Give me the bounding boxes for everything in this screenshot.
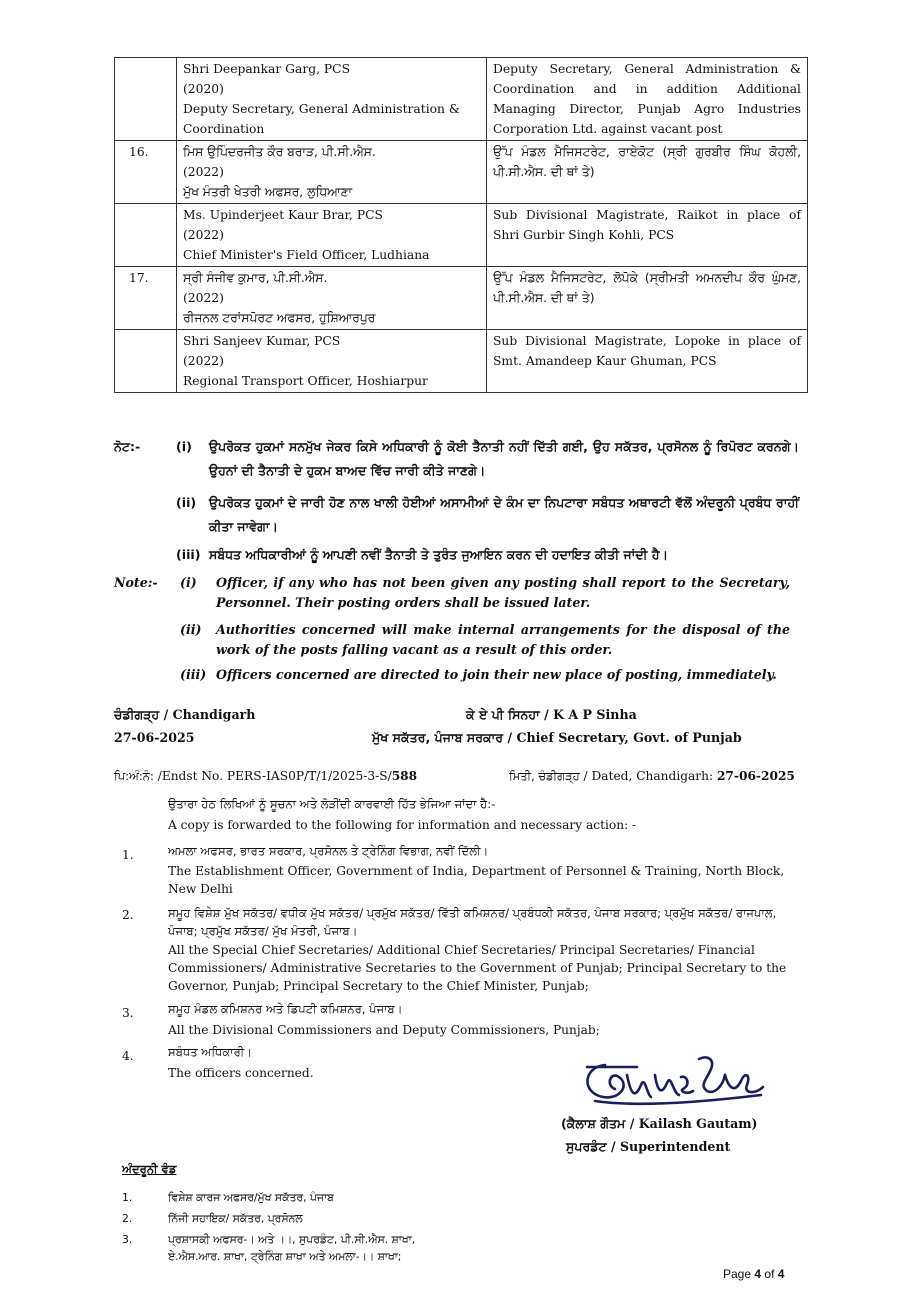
officer-line: ਸ੍ਰੀ ਸੰਜੀਵ ਕੁਮਾਰ, ਪੀ.ਸੀ.ਐਸ. <box>183 271 328 285</box>
internal-distribution-title: ਅੰਦਰੂਨੀ ਵੰਡ <box>122 1162 177 1176</box>
recipient-en-2: All the Special Chief Secretaries/ Additional Chief Secretaries/ Principal Secretaries/ Financial Commissioners/ Administrative Secretaries to the Government of Punjab; Principal Secretary to the Governor, Punjab; Principal Secretary to the Chief Minister, Punjab; <box>168 943 787 993</box>
superintendent-designation: ਸੁਪਰਡੰਟ / Superintendent <box>566 1139 731 1154</box>
recipient-num-2: 2. <box>122 908 134 922</box>
note-en-text-3: Officers concerned are directed to join their new place of posting, immediately. <box>216 667 777 682</box>
forward-pa: ਉਤਾਰਾ ਹੇਠ ਲਿਖਿਆਂ ਨੂੰ ਸੂਚਨਾ ਅਤੇ ਲੋੜੀਂਦੀ ਕਾਰਵਾਈ ਹਿੱਤ ਭੇਜਿਆ ਜਾਂਦਾ ਹੈ:- <box>168 797 496 811</box>
serial-number-cell <box>115 58 177 141</box>
recipient-pa-2: ਸਮੂਹ ਵਿਸ਼ੇਸ਼ ਮੁੱਖ ਸਕੱਤਰ/ ਵਧੀਕ ਮੁੱਖ ਸਕੱਤਰ/ ਪ੍ਰਮੁੱਖ ਸਕੱਤਰ/ ਵਿੱਤੀ ਕਮਿਸ਼ਨਰ/ ਪ੍ਰਬੰਧਕੀ ਸਕੱਤਰ, ਪੰਜਾਬ ਸਰਕਾਰ; ਪ੍ਰਮੁੱਖ ਸਕੱਤਰ/ ਰਾਜਪਾਲ, ਪੰਜਾਬ; ਪ੍ਰਮੁੱਖ ਸਕੱਤਰ/ ਮੁੱਖ ਮੰਤਰੀ, ਪੰਜਾਬ। <box>168 906 777 938</box>
internal-item-2: ਨਿੱਜੀ ਸਹਾਇਕ/ ਸਕੱਤਰ, ਪ੍ਰਸੋਨਲ <box>168 1212 303 1225</box>
table-row <box>115 58 808 141</box>
officer-line: ਮਿਸ ਉਪਿੰਦਰਜੀਤ ਕੌਰ ਬਰਾੜ, ਪੀ.ਸੀ.ਐਸ. <box>183 145 376 159</box>
table-row <box>115 267 808 330</box>
place: ਚੰਡੀਗੜ੍ਹ / Chandigarh <box>114 707 256 722</box>
officer-line: Deputy Secretary, General Administration & Coordination <box>183 102 460 136</box>
officer-line: Ms. Upinderjeet Kaur Brar, PCS <box>183 208 383 222</box>
recipient-en-1: The Establishment Officer, Government of India, Department of Personnel & Training, North Block, New Delhi <box>168 864 785 896</box>
officer-line: Shri Deepankar Garg, PCS <box>183 62 350 76</box>
recipient-num-4: 4. <box>122 1049 134 1063</box>
posting-line: Sub Divisional Magistrate, Raikot in place of Shri Gurbir Singh Kohli, PCS <box>493 208 801 242</box>
table-row <box>115 330 808 393</box>
endorsement-date: ਮਿਤੀ, ਚੰਡੀਗੜ੍ਹ / Dated, Chandigarh: 27-06-2025 <box>509 769 795 783</box>
officer-line: (2022) <box>183 165 224 179</box>
posting-table <box>114 57 808 393</box>
endorsement-number: ਪਿ:ਅੰ:ਨੰ: /Endst No. PERS-IAS0P/T/1/2025-3-S/588 <box>114 769 418 783</box>
note-pa-num-2: (ii) <box>176 495 197 510</box>
officer-line: (2022) <box>183 228 224 242</box>
order-date: 27-06-2025 <box>114 730 195 745</box>
note-pa-num-3: (iii) <box>176 547 201 562</box>
officer-cell <box>177 267 487 330</box>
posting-line: Deputy Secretary, General Administration & Coordination and in addition Additional Managing Director, Punjab Agro Industries Corporation Ltd. against vacant post <box>493 62 801 136</box>
internal-item-1: ਵਿਸ਼ੇਸ਼ ਕਾਰਜ ਅਫਸਰ/ਮੁੱਖ ਸਕੱਤਰ, ਪੰਜਾਬ <box>168 1191 334 1204</box>
internal-item-3: ਪ੍ਰਸ਼ਾਸਕੀ ਅਫਸਰ-। ਅਤੇ ।।, ਸੁਪਰਡੰਟ, ਪੀ.ਸੀ.ਐਸ. ਸ਼ਾਖਾ, <box>168 1233 416 1246</box>
posting-cell <box>487 267 808 330</box>
officer-line: Regional Transport Officer, Hoshiarpur <box>183 374 428 388</box>
note-en-text-2: Authorities concerned will make internal arrangements for the disposal of the work of the posts falling vacant as a result of this order. <box>216 622 790 657</box>
table-row <box>115 141 808 204</box>
note-pa-text-3: ਸਬੰਧਤ ਅਧਿਕਾਰੀਆਂ ਨੂੰ ਆਪਣੀ ਨਵੀਂ ਤੈਨਾਤੀ ਤੇ ਤੁਰੰਤ ਜੁਆਇਨ ਕਰਨ ਦੀ ਹਦਾਇਤ ਕੀਤੀ ਜਾਂਦੀ ਹੈ। <box>209 547 669 562</box>
posting-cell <box>487 58 808 141</box>
page-number: Page 4 of 4 <box>723 1267 785 1281</box>
recipient-pa-4: ਸਬੰਧਤ ਅਧਿਕਾਰੀ। <box>168 1045 253 1059</box>
internal-item-3-cont: ਏ.ਐਸ.ਆਰ. ਸ਼ਾਖਾ, ਟ੍ਰੇਨਿੰਗ ਸ਼ਾਖਾ ਅਤੇ ਅਮਲਾ-।। ਸ਼ਾਖਾ; <box>168 1250 402 1263</box>
officer-line: (2020) <box>183 82 224 96</box>
officer-cell <box>177 204 487 267</box>
note-pa-text-2: ਉਪਰੋਕਤ ਹੁਕਮਾਂ ਦੇ ਜਾਰੀ ਹੋਣ ਨਾਲ ਖਾਲੀ ਹੋਈਆਂ ਅਸਾਮੀਆਂ ਦੇ ਕੰਮ ਦਾ ਨਿਪਟਾਰਾ ਸਬੰਧਤ ਅਥਾਰਟੀ ਵੱਲੋਂ ਅੰਦਰੂਨੀ ਪ੍ਰਬੰਧ ਰਾਹੀਂ ਕੀਤਾ ਜਾਵੇਗਾ। <box>209 495 799 534</box>
serial-number-cell <box>115 204 177 267</box>
officer-line: ਰੀਜਨਲ ਟਰਾਂਸਪੋਰਟ ਅਫਸਰ, ਹੁਸ਼ਿਆਰਪੁਰ <box>183 311 376 325</box>
posting-cell <box>487 204 808 267</box>
recipient-en-3: All the Divisional Commissioners and Deputy Commissioners, Punjab; <box>168 1023 600 1037</box>
signatory-designation: ਮੁੱਖ ਸਕੱਤਰ, ਪੰਜਾਬ ਸਰਕਾਰ / Chief Secretary, Govt. of Punjab <box>372 730 742 745</box>
internal-num-3: 3. <box>122 1233 133 1246</box>
serial-number-cell: 17. <box>115 267 177 330</box>
forward-en: A copy is forwarded to the following for information and necessary action: - <box>168 818 637 832</box>
note-en-num-1: (i) <box>180 575 197 590</box>
officer-line: ਮੁੱਖ ਮੰਤਰੀ ਖੇਤਰੀ ਅਫਸਰ, ਲੁਧਿਆਣਾ <box>183 185 353 199</box>
officer-line: Shri Sanjeev Kumar, PCS <box>183 334 341 348</box>
internal-num-1: 1. <box>122 1191 133 1204</box>
serial-number-cell <box>115 330 177 393</box>
note-pa-num-1: (i) <box>176 439 192 454</box>
officer-cell <box>177 141 487 204</box>
recipient-pa-1: ਅਮਲਾ ਅਫਸਰ, ਭਾਰਤ ਸਰਕਾਰ, ਪ੍ਰਸੋਨਲ ਤੇ ਟ੍ਰੇਨਿੰਗ ਵਿਭਾਗ, ਨਵੀਂ ਦਿੱਲੀ। <box>168 844 489 858</box>
table-row <box>115 204 808 267</box>
officer-cell <box>177 330 487 393</box>
posting-cell <box>487 330 808 393</box>
note-en-text-1: Officer, if any who has not been given any posting shall report to the Secretary, Personnel. Their posting orders shall be issued later. <box>216 575 790 610</box>
recipient-num-3: 3. <box>122 1006 134 1020</box>
superintendent-name: (ਕੈਲਾਸ਼ ਗੌਤਮ / Kailash Gautam) <box>561 1116 758 1131</box>
serial-number-cell: 16. <box>115 141 177 204</box>
officer-cell <box>177 58 487 141</box>
officer-line: Chief Minister's Field Officer, Ludhiana <box>183 248 430 262</box>
posting-line: Sub Divisional Magistrate, Lopoke in place of Smt. Amandeep Kaur Ghuman, PCS <box>493 334 801 368</box>
posting-line: ਉੱਪ ਮੰਡਲ ਮੈਜਿਸਟਰੇਟ, ਰਾਏਕੋਟ (ਸ੍ਰੀ ਗੁਰਬੀਰ ਸਿੰਘ ਕੋਹਲੀ, ਪੀ.ਸੀ.ਐਸ. ਦੀ ਥਾਂ ਤੇ) <box>493 145 801 179</box>
note-en-label: Note:- <box>114 575 158 590</box>
note-en-num-3: (iii) <box>180 667 207 682</box>
recipient-num-1: 1. <box>122 848 134 862</box>
note-pa-label: ਨੋਟ:- <box>114 439 141 454</box>
recipient-pa-3: ਸਮੂਹ ਮੰਡਲ ਕਮਿਸ਼ਨਰ ਅਤੇ ਡਿਪਟੀ ਕਮਿਸ਼ਨਰ, ਪੰਜਾਬ। <box>168 1002 403 1016</box>
note-pa-text-1: ਉਪਰੋਕਤ ਹੁਕਮਾਂ ਸਨਮੁੱਖ ਜੇਕਰ ਕਿਸੇ ਅਧਿਕਾਰੀ ਨੂੰ ਕੋਈ ਤੈਨਾਤੀ ਨਹੀਂ ਦਿੱਤੀ ਗਈ, ਉਹ ਸਕੱਤਰ, ਪ੍ਰਸੋਨਲ ਨੂੰ ਰਿਪੋਰਟ ਕਰਨਗੇ। ਉਹਨਾਂ ਦੀ ਤੈਨਾਤੀ ਦੇ ਹੁਕਮ ਬਾਅਦ ਵਿੱਚ ਜਾਰੀ ਕੀਤੇ ਜਾਣਗੇ। <box>209 439 799 478</box>
posting-cell <box>487 141 808 204</box>
officer-line: (2022) <box>183 354 224 368</box>
posting-line: ਉੱਪ ਮੰਡਲ ਮੈਜਿਸਟਰੇਟ, ਲੋਪੋਕੇ (ਸ੍ਰੀਮਤੀ ਅਮਨਦੀਪ ਕੌਰ ਘੁੰਮਣ, ਪੀ.ਸੀ.ਐਸ. ਦੀ ਥਾਂ ਤੇ) <box>493 271 801 305</box>
signatory-name: ਕੇ ਏ ਪੀ ਸਿਨਹਾ / K A P Sinha <box>466 707 637 722</box>
handwritten-signature <box>575 1045 775 1115</box>
recipient-en-4: The officers concerned. <box>168 1066 314 1080</box>
officer-line: (2022) <box>183 291 224 305</box>
note-en-num-2: (ii) <box>180 622 202 637</box>
internal-num-2: 2. <box>122 1212 133 1225</box>
